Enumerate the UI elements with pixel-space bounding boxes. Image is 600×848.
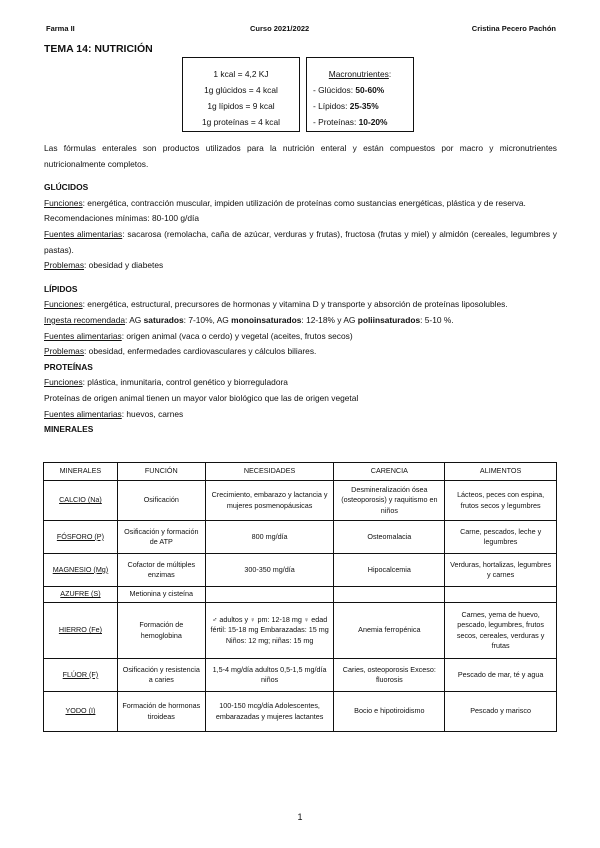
mineral-alimentos: Carnes, yema de huevo, pescado, legumbres, frutos secos, cereales, verduras y frutas [445, 603, 557, 659]
lipidos-fuentes: Fuentes alimentarias: origen animal (vaca o cerdo) y vegetal (aceites, frutos secos) [44, 330, 353, 341]
mineral-carencia: Desmineralización ósea (osteoporosis) y raquitismo en niños [334, 481, 445, 521]
mineral-carencia: Hipocalcemia [334, 554, 445, 587]
mineral-name: FÓSFORO (P) [44, 521, 118, 554]
lipidos-funciones: Funciones: energética, estructural, precursores de hormonas y vitamina D y transporte y absorción de proteínas liposolubles. [44, 299, 508, 310]
page-number: 1 [297, 812, 303, 822]
mineral-necesidades: ♂ adultos y ♀ pm: 12-18 mg ♀ edad fértil: 15-18 mg Embarazadas: 15 mg Niños: 12 mg; niñas: 15 mg [205, 603, 334, 659]
mineral-name: CALCIO (Na) [44, 481, 118, 521]
mineral-alimentos: Carne, pescados, leche y legumbres [445, 521, 557, 554]
mineral-necesidades: 1,5-4 mg/día adultos 0,5-1,5 mg/día niños [205, 659, 334, 692]
table-row [44, 692, 557, 732]
conversion-line: 1g glúcidos = 4 kcal [204, 85, 278, 95]
mineral-necesidades [205, 587, 334, 603]
mineral-funcion: Osificación y formación de ATP [117, 521, 205, 554]
proteinas-funciones: Funciones: plástica, inmunitaria, control genético y biorreguladora [44, 377, 288, 388]
mineral-funcion: Formación de hormonas tiroideas [117, 692, 205, 732]
table-row [44, 587, 557, 603]
column-header: FUNCIÓN [117, 463, 205, 481]
macros-heading: Macronutrientes [328, 69, 389, 79]
mineral-name: HIERRO (Fe) [44, 603, 118, 659]
table-row [44, 603, 557, 659]
column-header: CARENCIA [334, 463, 445, 481]
column-header: MINERALES [44, 463, 118, 481]
header-right: Cristina Pecero Pachón [471, 24, 556, 33]
mineral-necesidades: 100-150 mcg/día Adolescentes, embarazadas y mujeres lactantes [205, 692, 334, 732]
mineral-carencia: Osteomalacia [334, 521, 445, 554]
mineral-alimentos: Lácteos, peces con espina, frutos secos y legumbres [445, 481, 557, 521]
conversions-box [182, 57, 300, 132]
proteinas-fuentes: Fuentes alimentarias: huevos, carnes [44, 408, 184, 419]
mineral-carencia [334, 587, 445, 603]
column-header: ALIMENTOS [445, 463, 557, 481]
glucidos-recomendaciones: Recomendaciones mínimas: 80-100 g/día [44, 213, 200, 224]
mineral-funcion: Osificación [117, 481, 205, 521]
mineral-necesidades: 300-350 mg/día [205, 554, 334, 587]
macro-item: - Proteínas: 10-20% [313, 117, 388, 127]
section-title-proteinas: PROTEÍNAS [44, 361, 93, 372]
section-title-minerales: MINERALES [44, 424, 94, 435]
mineral-funcion: Formación de hemoglobina [117, 603, 205, 659]
table-row [44, 659, 557, 692]
section-title-glucidos: GLÚCIDOS [44, 182, 89, 193]
main-content [44, 141, 557, 438]
mineral-necesidades: Crecimiento, embarazo y lactancia y mujeres posmenopáusicas [205, 481, 334, 521]
mineral-alimentos: Pescado y marisco [445, 692, 557, 732]
mineral-funcion: Cofactor de múltiples enzimas [117, 554, 205, 587]
glucidos-fuentes: Fuentes alimentarias: sacarosa (remolacha, caña de azúcar, verduras y frutas), fructosa (frutas y miel) y almidón (cereales, legumbres y pastas). [44, 228, 557, 255]
section-title-lipidos: LÍPIDOS [44, 283, 78, 294]
table-row [44, 481, 557, 521]
macro-item: - Lípidos: 25-35% [313, 101, 379, 111]
header-center: Curso 2021/2022 [250, 24, 310, 33]
conversion-line: 1 kcal = 4,2 KJ [213, 69, 269, 79]
mineral-alimentos: Verduras, hortalizas, legumbres y carnes [445, 554, 557, 587]
table-header-row [44, 463, 557, 481]
mineral-carencia: Caries, osteoporosis Exceso: fluorosis [334, 659, 445, 692]
header-left: Farma II [46, 24, 75, 33]
mineral-necesidades: 800 mg/día [205, 521, 334, 554]
page-title: TEMA 14: NUTRICIÓN [44, 43, 153, 55]
macros-box: Macronutrientes: - Glúcidos: 50-60% - Lípidos: 25-35% - Proteínas: 10-20% [306, 57, 414, 132]
mineral-carencia: Bocio e hipotiroidismo [334, 692, 445, 732]
glucidos-funciones: Funciones: energética, contracción muscular, impiden utilización de proteínas como sustancias energéticas, plástica y de reserva. [44, 197, 526, 208]
mineral-alimentos: Pescado de mar, té y agua [445, 659, 557, 692]
glucidos-problemas: Problemas: obesidad y diabetes [44, 260, 164, 271]
minerals-table [43, 462, 557, 732]
mineral-carencia: Anemia ferropénica [334, 603, 445, 659]
macro-item: - Glúcidos: 50-60% [313, 85, 385, 95]
table-row [44, 554, 557, 587]
mineral-name: YODO (I) [44, 692, 118, 732]
mineral-name: FLÚOR (F) [44, 659, 118, 692]
mineral-funcion: Metionina y cisteína [117, 587, 205, 603]
table-row [44, 521, 557, 554]
proteinas-nota: Proteínas de origen animal tienen un mayor valor biológico que las de origen vegetal [44, 392, 359, 403]
mineral-name: MAGNESIO (Mg) [44, 554, 118, 587]
column-header: NECESIDADES [205, 463, 334, 481]
mineral-funcion: Osificación y resistencia a caries [117, 659, 205, 692]
mineral-name: AZUFRE (S) [44, 587, 118, 603]
conversion-line: 1g lípidos = 9 kcal [207, 101, 275, 111]
mineral-alimentos [445, 587, 557, 603]
intro-paragraph: Las fórmulas enterales son productos utilizados para la nutrición enteral y están compuestos por macro y micronutrientes nutricionalmente completos. [44, 143, 557, 169]
conversion-line: 1g proteínas = 4 kcal [202, 117, 280, 127]
lipidos-ingesta: Ingesta recomendada: AG saturados: 7-10%, AG monoinsaturados: 12-18% y AG poliinsaturados: 5-10 %. [44, 314, 454, 325]
lipidos-problemas: Problemas: obesidad, enfermedades cardiovasculares y cálculos biliares. [44, 346, 317, 357]
